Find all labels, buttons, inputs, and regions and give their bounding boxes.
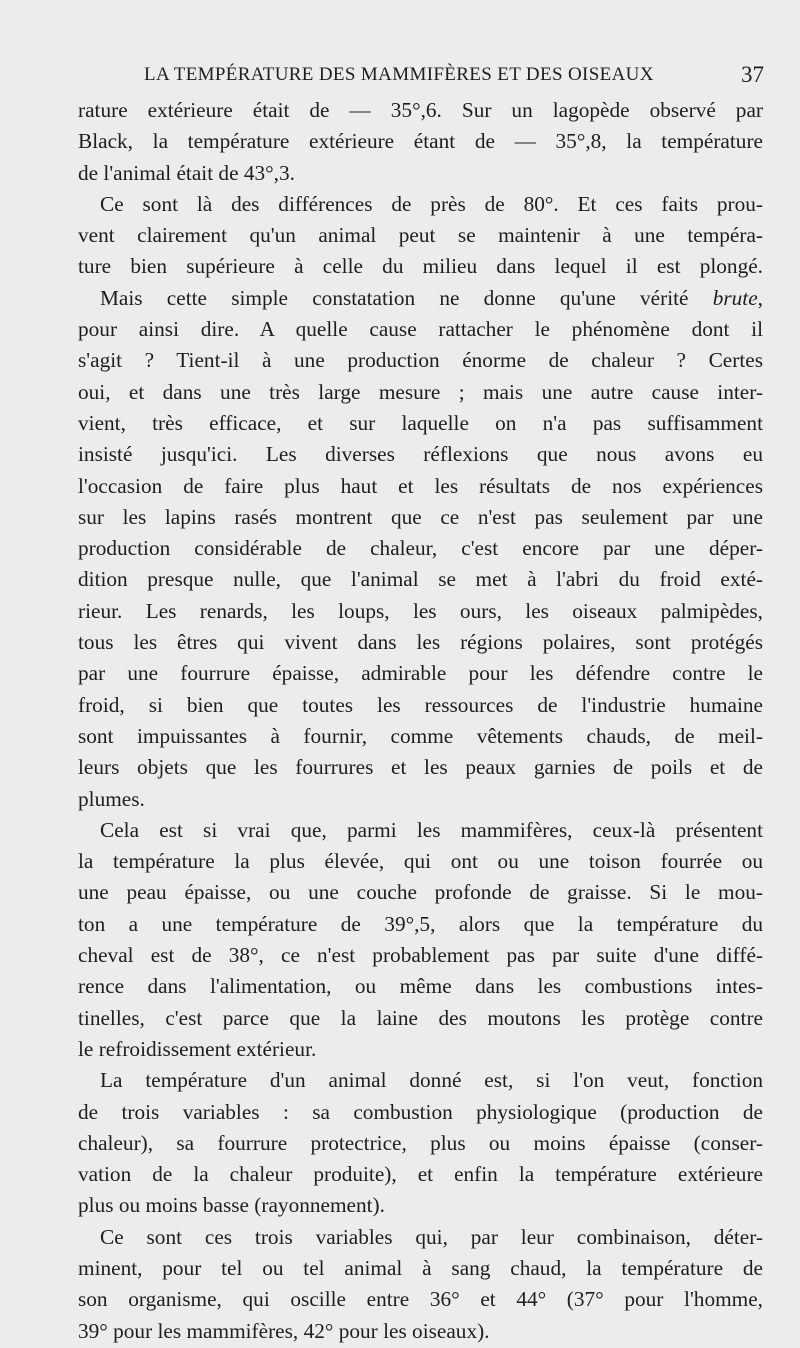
text-line: vient, très efficace, et sur laquelle on n'a pas suffisamment: [78, 410, 763, 435]
text-line: minent, pour tel ou tel animal à sang chaud, la température de: [78, 1255, 763, 1280]
text-line: sont impuissantes à fournir, comme vêtements chauds, de meil-: [78, 723, 763, 748]
text-line-with-italic: [78, 283, 763, 314]
text-line: l'occasion de faire plus haut et les résultats de nos expériences: [78, 473, 763, 498]
page-number: 37: [741, 62, 764, 87]
running-head: [77, 64, 764, 90]
text-line: chaleur), sa fourrure protectrice, plus ou moins épaisse (conser-: [78, 1130, 763, 1155]
text-line: ton a une température de 39°,5, alors que la température du: [78, 911, 763, 936]
text-line: plumes.: [78, 786, 145, 811]
text-line: rieur. Les renards, les loups, les ours, les oiseaux palmipèdes,: [78, 598, 763, 623]
text-line: oui, et dans une très large mesure ; mais une autre cause inter-: [78, 379, 763, 404]
text-line: insisté jusqu'ici. Les diverses réflexions que nous avons eu: [78, 442, 763, 467]
text-line: cheval est de 38°, ce n'est probablement pas par suite d'une diffé-: [78, 943, 763, 968]
text-line: de l'animal était de 43°,3.: [78, 160, 295, 185]
text-line: 39° pour les mammifères, 42° pour les oiseaux).: [78, 1318, 490, 1343]
text-line: vent clairement qu'un animal peut se maintenir à une tempéra-: [78, 223, 763, 248]
text-line: pour ainsi dire. A quelle cause rattacher le phénomène dont il: [78, 317, 763, 342]
text-line: rence dans l'alimentation, ou même dans les combustions intes-: [78, 974, 763, 999]
text-line: plus ou moins basse (rayonnement).: [78, 1193, 385, 1218]
text-line: le refroidissement extérieur.: [78, 1036, 317, 1061]
text-line: tinelles, c'est parce que la laine des moutons les protège contre: [78, 1005, 763, 1030]
text-line: Ce sont là des différences de près de 80°. Et ces faits prou-: [100, 191, 763, 216]
text-line: La température d'un animal donné est, si l'on veut, fonction: [100, 1068, 763, 1093]
body-text: [78, 95, 763, 1347]
text-line: dition presque nulle, que l'animal se met à l'abri du froid exté-: [78, 567, 763, 592]
text-line: vation de la chaleur produite), et enfin la température extérieure: [78, 1162, 763, 1187]
text-line: sur les lapins rasés montrent que ce n'est pas seulement par une: [78, 504, 763, 529]
text-line: ture bien supérieure à celle du milieu dans lequel il est plongé.: [78, 254, 763, 279]
text-line: la température la plus élevée, qui ont ou une toison fourrée ou: [78, 849, 763, 874]
text-line: Black, la température extérieure étant de — 35°,8, la température: [78, 129, 763, 154]
text-segment: Mais cette simple constatation ne donne qu'une vérité: [100, 285, 689, 310]
text-line: de trois variables : sa combustion physiologique (production de: [78, 1099, 763, 1124]
text-line: tous les êtres qui vivent dans les régions polaires, sont protégés: [78, 630, 763, 655]
text-line: Ce sont ces trois variables qui, par leur combinaison, déter-: [100, 1224, 763, 1249]
text-line: Cela est si vrai que, parmi les mammifères, ceux-là présentent: [100, 817, 763, 842]
text-line: une peau épaisse, ou une couche profonde de graisse. Si le mou-: [78, 880, 763, 905]
text-line: leurs objets que les fourrures et les peaux garnies de poils et de: [78, 755, 763, 780]
text-line: froid, si bien que toutes les ressources de l'industrie humaine: [78, 692, 763, 717]
text-line: par une fourrure épaisse, admirable pour les défendre contre le: [78, 661, 763, 686]
text-line: production considérable de chaleur, c'est encore par une déper-: [78, 536, 763, 561]
italic-word: brute: [712, 285, 758, 310]
running-title: LA TEMPÉRATURE DES MAMMIFÈRES ET DES OISEAUX: [144, 64, 654, 85]
text-segment: ,: [757, 285, 763, 310]
text-line: s'agit ? Tient-il à une production énorme de chaleur ? Certes: [78, 348, 763, 373]
text-line: son organisme, qui oscille entre 36° et 44° (37° pour l'homme,: [78, 1287, 763, 1312]
text-line: rature extérieure était de — 35°,6. Sur un lagopède observé par: [78, 98, 763, 122]
